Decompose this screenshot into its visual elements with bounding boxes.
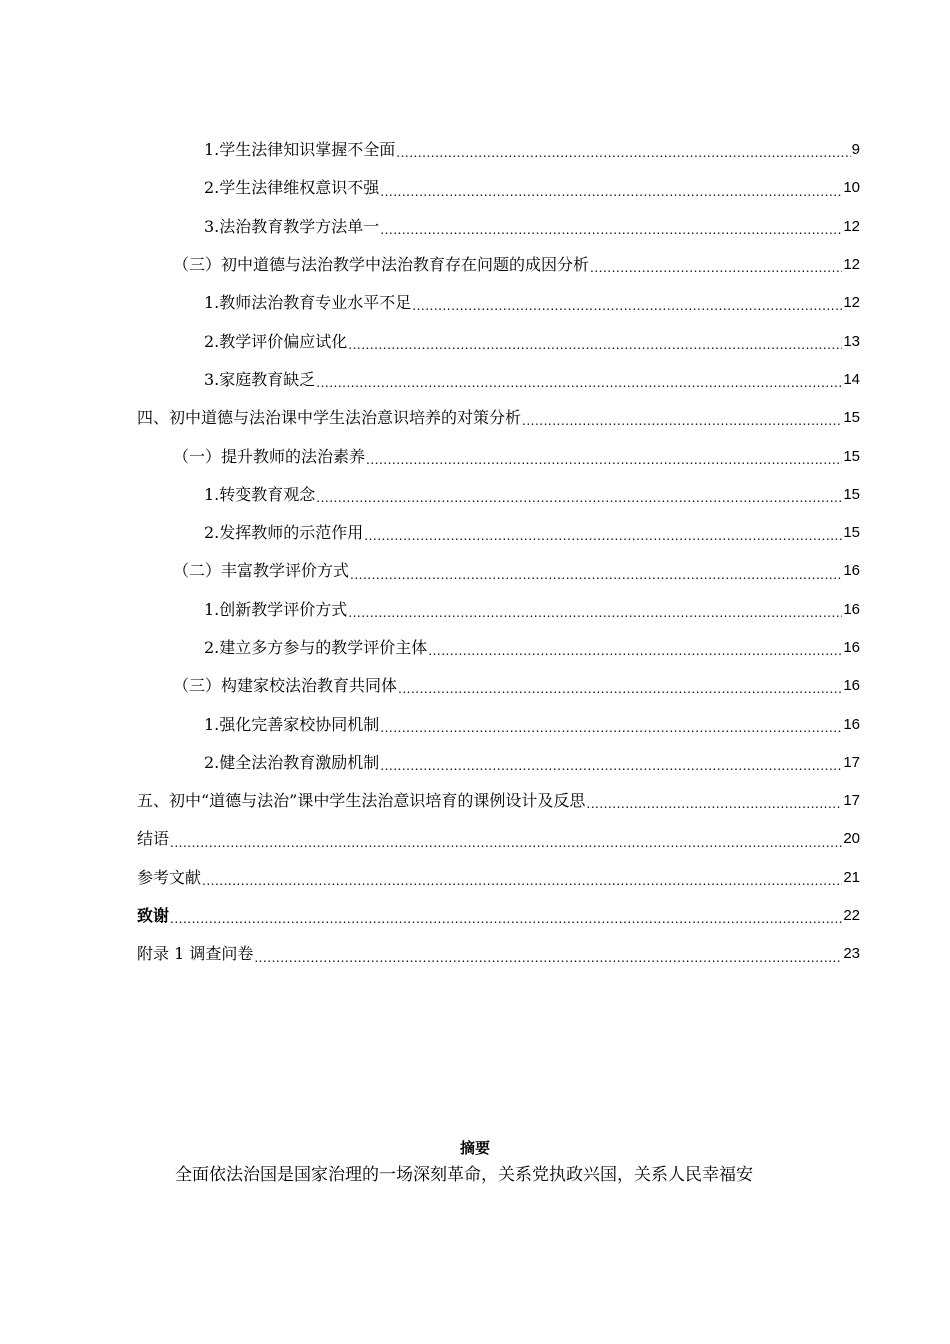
toc-dot-leader — [316, 377, 842, 399]
toc-entry-page: 20 — [843, 830, 860, 848]
toc-entry-page: 16 — [843, 715, 860, 733]
toc-entry-title: （二）丰富教学评价方式 — [173, 561, 350, 581]
toc-entry-page: 10 — [843, 179, 860, 197]
toc-entry-title: 2.学生法律维权意识不强 — [204, 178, 380, 198]
toc-entry-title: 四、初中道德与法治课中学生法治意识培养的对策分析 — [137, 408, 522, 428]
toc-dot-leader — [380, 760, 842, 782]
toc-dot-leader — [170, 837, 842, 859]
toc-entry[interactable] — [0, 208, 950, 246]
toc-entry[interactable] — [0, 744, 950, 782]
toc-entry-page: 16 — [843, 600, 860, 618]
toc-entry-page: 12 — [843, 256, 860, 274]
toc-dot-leader — [586, 798, 842, 820]
toc-entry-page: 16 — [843, 562, 860, 580]
toc-entry-title: 1.强化完善家校协同机制 — [204, 714, 380, 734]
toc-entry-title: 1.转变教育观念 — [204, 484, 316, 504]
toc-entry-page: 17 — [843, 753, 860, 771]
toc-entry[interactable] — [0, 820, 950, 858]
toc-entry[interactable] — [0, 897, 950, 935]
toc-entry[interactable] — [0, 322, 950, 360]
toc-entry-title: （三）构建家校法治教育共同体 — [173, 676, 398, 696]
toc-dot-leader — [380, 224, 842, 246]
toc-entry[interactable] — [0, 705, 950, 743]
toc-dot-leader — [364, 530, 842, 552]
toc-entry[interactable] — [0, 131, 950, 169]
toc-dot-leader — [202, 875, 842, 897]
toc-entry-title: 1.创新教学评价方式 — [204, 599, 348, 619]
toc-entry-title: 2.健全法治教育激励机制 — [204, 752, 380, 772]
toc-entry-title: （一）提升教师的法治素养 — [173, 446, 366, 466]
toc-dot-leader — [316, 492, 842, 514]
toc-entry-page: 14 — [843, 370, 860, 388]
toc-entry-page: 15 — [843, 524, 860, 542]
toc-entry[interactable] — [0, 935, 950, 973]
toc-entry-page: 16 — [843, 639, 860, 656]
toc-entry-title: 1.学生法律知识掌握不全面 — [204, 140, 396, 160]
toc-dot-leader — [348, 339, 842, 361]
toc-entry-page: 9 — [851, 141, 860, 159]
toc-dot-leader — [428, 645, 842, 667]
toc-entry-title: 2.建立多方参与的教学评价主体 — [204, 638, 428, 657]
table-of-contents — [0, 131, 950, 974]
toc-dot-leader — [254, 952, 842, 974]
toc-entry[interactable] — [0, 629, 950, 667]
toc-entry-page: 22 — [843, 907, 860, 925]
toc-entry[interactable] — [0, 399, 950, 437]
toc-entry[interactable] — [0, 591, 950, 629]
toc-entry[interactable] — [0, 361, 950, 399]
toc-dot-leader — [412, 300, 842, 322]
toc-entry[interactable] — [0, 246, 950, 284]
toc-entry-page: 12 — [843, 294, 860, 312]
toc-dot-leader — [522, 415, 842, 437]
toc-dot-leader — [366, 454, 842, 476]
toc-entry[interactable] — [0, 476, 950, 514]
toc-entry-title: 2.发挥教师的示范作用 — [204, 523, 364, 543]
toc-entry[interactable] — [0, 514, 950, 552]
toc-entry-page: 13 — [843, 332, 860, 350]
toc-dot-leader — [380, 722, 842, 744]
toc-entry-title: 3.法治教育教学方法单一 — [204, 216, 380, 236]
abstract-paragraph: 全面依法治国是国家治理的一场深刻革命，关系党执政兴国，关系人民幸福安 — [175, 1165, 753, 1185]
toc-entry-title: 1.教师法治教育专业水平不足 — [204, 293, 412, 313]
toc-entry[interactable] — [0, 667, 950, 705]
toc-entry-page: 16 — [843, 677, 860, 695]
toc-entry-title: 致谢 — [137, 906, 170, 926]
toc-entry-page: 15 — [843, 409, 860, 427]
toc-entry-page: 23 — [843, 945, 860, 963]
toc-entry-title: 附录 1 调查问卷 — [137, 944, 254, 964]
abstract-heading: 摘要 — [459, 1139, 490, 1157]
toc-dot-leader — [348, 607, 842, 629]
toc-dot-leader — [350, 569, 842, 591]
toc-dot-leader — [380, 186, 842, 208]
toc-entry[interactable] — [0, 782, 950, 820]
toc-entry[interactable] — [0, 859, 950, 897]
toc-dot-leader — [590, 262, 842, 284]
toc-entry[interactable] — [0, 552, 950, 590]
toc-entry-title: 参考文献 — [137, 867, 202, 887]
toc-entry[interactable] — [0, 169, 950, 207]
toc-dot-leader — [396, 147, 850, 169]
toc-dot-leader — [170, 913, 842, 935]
toc-entry[interactable] — [0, 284, 950, 322]
toc-entry-page: 15 — [843, 447, 860, 465]
toc-entry-page: 17 — [843, 792, 860, 810]
toc-entry-page: 21 — [843, 868, 860, 886]
toc-entry-page: 12 — [843, 217, 860, 235]
toc-entry-title: 2.教学评价偏应试化 — [204, 331, 348, 351]
toc-entry-title: （三）初中道德与法治教学中法治教育存在问题的成因分析 — [173, 255, 590, 275]
toc-entry-page: 15 — [843, 485, 860, 503]
toc-entry-title: 结语 — [137, 829, 170, 849]
toc-entry-title: 3.家庭教育缺乏 — [204, 369, 316, 389]
toc-entry-title: 五、初中“道德与法治”课中学生法治意识培育的课例设计及反思 — [137, 791, 586, 811]
toc-dot-leader — [398, 683, 842, 705]
toc-entry[interactable] — [0, 437, 950, 475]
